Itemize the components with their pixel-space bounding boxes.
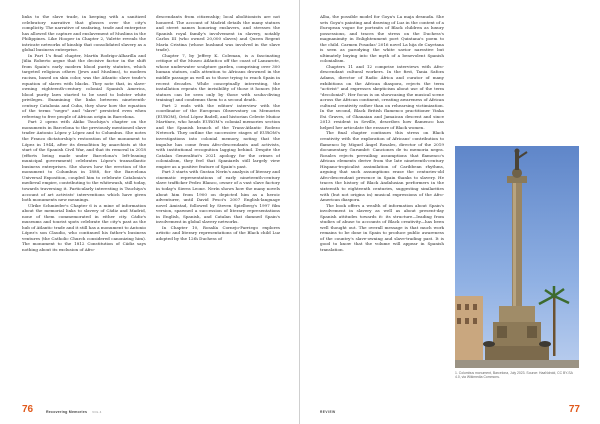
left-footer xyxy=(0,402,299,416)
photo-caption: 1. Columbus monument, Barcelona, July 2023. Source: HaaNdroid, CC BY-SA 4.0, via Wikimedia Commons. xyxy=(455,371,573,380)
paragraph: In Part 1's final chapter, Martín Rodrigo-Alharilla and Júlia Roberto argue that the decisive factor in the shift from Spain's early modern blood purity statutes, which targeted religious others (Jews and Muslims), to modern racism, based on skin color, was the Atlantic slave trade's equation of slaves with blacks. They note that, in slave-owning eighteenth-century colonial Spanish America, blood purity laws started to be used to bolster white privileges. Examining the links between nineteenth-century Catalonia and Cuba, they show how the equation of the terms "negro" and "slave" persisted even when referring to free people of African origin in Barcelona. xyxy=(22,52,146,119)
right-page xyxy=(300,0,600,424)
right-column-1 xyxy=(320,14,444,394)
paragraph: Part 2 opens with Akiko Tsuchiya's chapter on the monuments in Barcelona to the previously mentioned slave trader Antonio López y López and to Columbus. She notes the Franco dictatorship's restoration of the monument to López in 1944, after its demolition by anarchists at the start of the Spanish Civil War, and that its removal in 2018 (efforts being made under Barcelona's left-leaning municipal government) celebrates López's transatlantic business enterprises. She shows how the erection of the monument to Columbus in 1888, for the Barcelona Universal Exposition, coupled him to celebrate Catalonia's medieval empire, contributing to the whitewash, still today, towards traversing it. Particularly interesting is Tsuchiya's account of art activists' interventions which have given both monuments new meanings. xyxy=(22,119,146,203)
running-head xyxy=(46,410,102,414)
paragraph: The book offers a wealth of information about Spain's involvement in slavery as well as about present-day Spanish attitudes towards it: its structure—leading from studies of abuse to accounts of Black creativity—has been well thought out. The overall message is that much work remains to be done in Spain to produce public awareness of the country's slave-owning and slave-trading past. It is good to know that the volume will appear in Spanish translation. xyxy=(320,202,444,252)
paragraph: Ulrike Schmieder's Chapter 6 is a mine of information about the memorial links to slavery of Cádiz and Madrid, none of them commemorated in either city. Cádiz's museums and tourist spots celebrate the city's past as the hub of Atlantic trade and it still has a monument to Antonio López's son Claudio, who continued his father's business ventures (the Catholic Church considered canonizing him). The monument to the 1812 Constitution of Cádiz says nothing about its exclusion of Afro- xyxy=(22,202,146,252)
volume-mark: VOL 4 xyxy=(92,410,102,414)
right-footer xyxy=(300,402,600,416)
running-head: REVIEW xyxy=(320,410,336,414)
paragraph: Alba, the possible model for Goya's La maja desnuda. She sets Goya's painting and drawing of Luz in the context of a European vogue for portraits of Black children as luxury possessions, and traces the stress on the Duchess's magnanimity in Enlightenment poet Quintana's poem to the child. Carmen Posadas' 2016 novel La hija de Cayetana is seen as parodying the white savior narrative but ultimately buying into the myth of a benevolent Spanish colonialism. xyxy=(320,14,444,64)
columbus-monument-photo xyxy=(455,146,579,368)
paragraph: descendants from citizenship; local abolitionists are not honored. The account of Madrid details the many statues and street names honoring enslavers, and stresses the Spanish royal family's involvement in slavery, notably Carlos III (who owned 20,000 slaves) and Queen Regent María Cristina (whose husband was involved in the slave trade). xyxy=(156,14,280,53)
page-number: 76 xyxy=(22,404,34,415)
paragraph: Chapter 7, by Jeffrey K. Coleman, is a fascinating critique of the Museo Atlántico off the coast of Lanzarote, whose underwater sculpture garden, comprising over 300 human statues, calls attention to Africans drowned in the middle passage as well as to those trying to reach Spain in recent decades. While conceptually interesting, the installation repeats the invisibility of those it honors (the statues can be seen only by those with scuba-diving training) and condemns them to a second death. xyxy=(156,52,280,103)
page-number: 77 xyxy=(568,404,580,415)
paragraph: Part 3 starts with Gustau Nerín's analysis of literary and cinematic representations of early nineteenth-century slave trafficker Pedro Blanco, owner of a vast slave factory in today's Sierra Leone. Nerín shows how the many novels about him from 1900 on depicted him as a heroic adventurer, until David Pesci's 2007 English-language novel Amistad, followed by Steven Spielberg's 1997 film version, spawned a succession of literary representations in English, Spanish, and Catalan that damned Spain's involvement in global slavery networks. xyxy=(156,169,280,225)
left-column-1 xyxy=(22,14,146,394)
left-column-2 xyxy=(156,14,280,394)
paragraph: Part 2 ends with the editors' interview with the coordinator of the European Observatory on Memories (EUROM), Oriol López Badell, and historian Celeste Muñoz Martínez, who heads EUROM's colonial memories section and the Spanish branch of the Trans-Atlantic Rodezo Network. They outline the successive stages of EUROM's investigations into colonial memory, noting that the impulse has come from Afro-descendants and activists, with institutional recognition lagging behind. Despite the Catalan Generalitat's 2021 apology for the crimes of colonialism, they feel that Spaniards still largely view empire as a positive feature of Spain's past. xyxy=(156,102,280,169)
paragraph: Chapters 11 and 12 comprise interviews with Afro-descendant cultural workers. In the first, Tania Safora Adams, director of Radio África and curator of many exhibitions on the African diaspora, rejects the term "activist" and expresses skepticism about use of the term "decolonial". Her focus is on showcasing the musical scene across the African continent, creating awareness of African cultural creativity rather than on rehearsing victimization. In the second, Black British flamenco practitioner Yinka Esi Graves, of Ghanaian and Jamaican descent and since 2013 resident in Seville, describes how flamenco has helped her articulate the erasure of Black women. xyxy=(320,63,444,130)
journal-title: Recovering Memories xyxy=(46,410,88,414)
paragraph: In Chapter 10, Rosalía Cornejo-Parriego explores artistic and literary representations of the Black child Luz adopted by the 12th Duchess of xyxy=(156,224,280,241)
paragraph: links to the slave trade, in keeping with a sanitized celebratory narrative that glosses over the city's complicity. The narrative of seafaring, trade and enterprise has allowed the capture and enslavement of Muslims in the Philippines. Like Hooper in Chapter 2, Valette reveals the intricate networks of kinship that consolidated slavery as a global business enterprise. xyxy=(22,14,146,53)
paragraph: The final chapter continues this stress on Black creativity with the exploration of Africans' contribution to flamenco by Miguel Ángel Rosales, director of the 2019 documentary Gurumbé: Canciones de tu memoria negra. Rosales rejects prevailing assumptions that flamenco's African elements derive from the late nineteenth-century Hispano-tropicalist assimilation of Caribbean rhythms, arguing that such assumptions erase the centuries-old Afro-descendant presence in Spain thanks to slavery. He traces the history of Black Andalusian performers in the sixteenth to eighteenth centuries, suggesting similarities with (but not origins in) musical expressions of the Afro-American diaspora. xyxy=(320,130,444,203)
